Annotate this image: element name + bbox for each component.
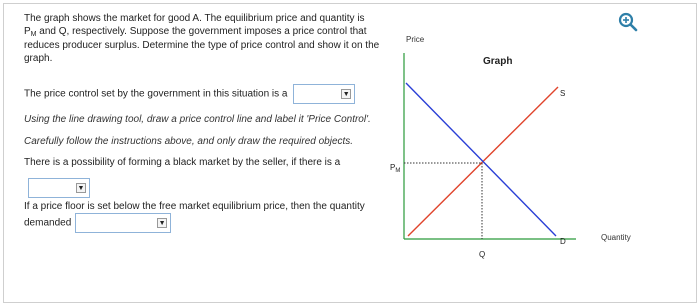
triangle-down-icon: ▼ [158,220,166,227]
supply-label: S [560,89,566,98]
intro-line-3: reduces producer surplus. Determine the type of price control and show it on the [24,40,380,51]
intro-line-2 [24,25,380,39]
floor-line-2-text: demanded [24,217,72,229]
demand-label: D [560,237,566,246]
demand-curve [406,83,556,236]
intro-paragraph [24,12,380,65]
instruction-draw: Using the line drawing tool, draw a price control line and label it 'Price Control'. [24,114,371,125]
intro-line-2-text: and Q, respectively. Suppose the government imposes a price control that [36,26,367,37]
zoom-in-icon[interactable] [617,11,639,33]
intro-line-4: graph. [24,53,53,64]
price-control-question [24,84,380,104]
price-control-prompt: The price control set by the government in this situation is a [24,88,288,100]
graph-title: Graph [483,56,513,67]
floor-line-2 [24,213,380,233]
triangle-down-icon: ▼ [342,91,350,98]
market-graph[interactable] [380,3,680,303]
floor-line-1: If a price floor is set below the free market equilibrium price, then the quantity [24,201,365,212]
pm-subscript: M [30,31,37,38]
black-market-prompt: There is a possibility of forming a black market by the seller, if there is a [24,157,341,168]
instruction-follow: Carefully follow the instructions above, and only draw the required objects. [24,136,354,147]
intro-line-1: The graph shows the market for good A. The equilibrium price and quantity is [24,13,365,24]
x-axis-label: Quantity [601,233,631,242]
price-control-type-dropdown[interactable] [293,84,355,104]
y-axis-label: Price [406,35,425,44]
pm-symbol: P [24,26,31,37]
pm-axis-label: $P_M$ [390,163,401,174]
black-market-dropdown[interactable] [28,178,90,198]
triangle-down-icon: ▼ [77,185,85,192]
price-floor-question [24,200,380,233]
quantity-demanded-dropdown[interactable] [75,213,171,233]
q-axis-label: Q [479,250,486,259]
black-market-question [24,156,380,169]
